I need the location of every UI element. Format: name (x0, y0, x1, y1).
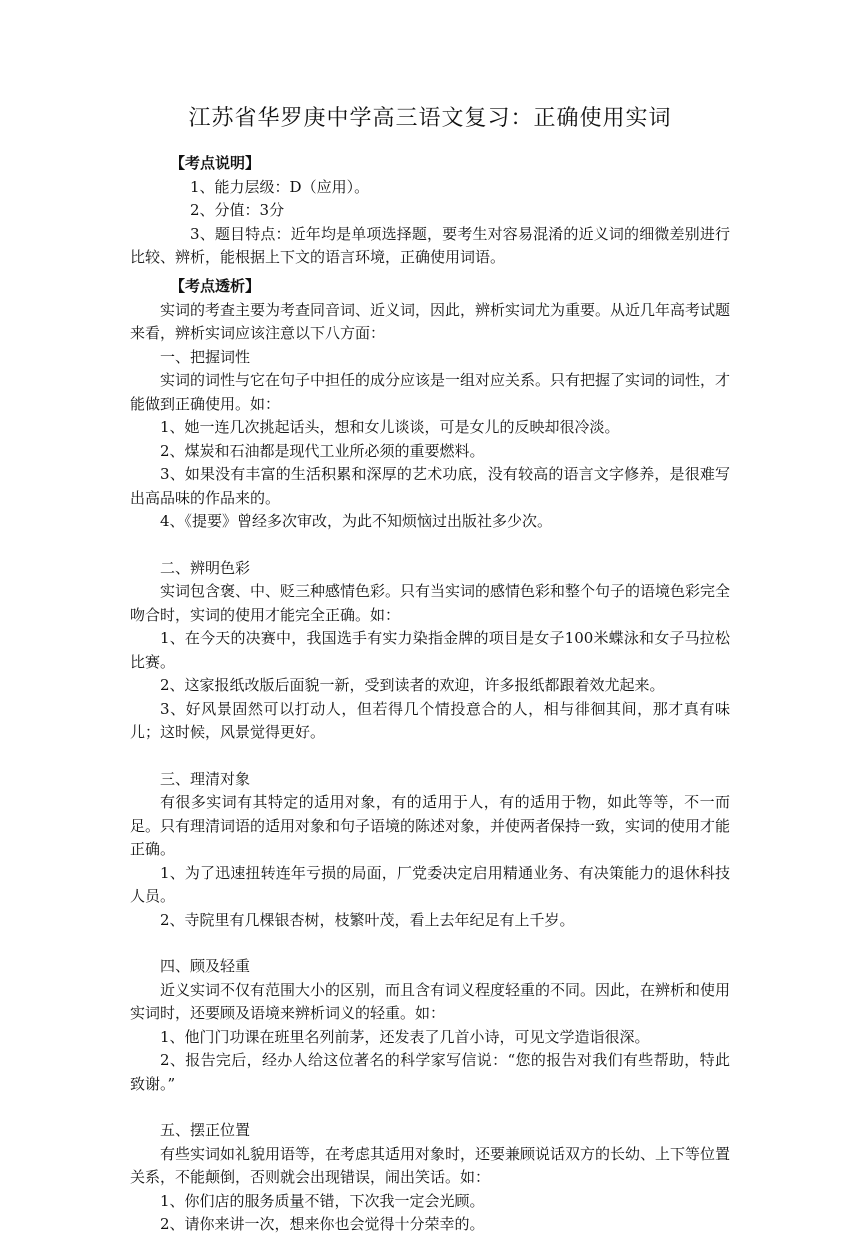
section-desc: 近义实词不仅有范围大小的区别，而且含有词义程度轻重的不同。因此，在辨析和使用实词时，还要顾及语境来辨析词义的轻重。如： (130, 980, 731, 1022)
page-title: 江苏省华罗庚中学高三语文复习：正确使用实词 (188, 106, 672, 131)
example-sentence: 3、如果没有丰富的生活积累和深厚的艺术功底，没有较高的语言文字修养，是很难写出高品味的作品来的。 (130, 465, 730, 507)
exam-analysis-section (130, 275, 730, 1237)
exam-note-item: 2、分值：3分 (190, 201, 285, 219)
exam-analysis-heading: 【考点透析】 (170, 277, 261, 295)
example-sentence: 1、她一连几次挑起话头，想和女儿谈谈，可是女儿的反映却很冷淡。 (160, 418, 620, 436)
example-sentence: 2、请你来讲一次，想来你也会觉得十分荣幸的。 (160, 1215, 485, 1233)
section-title: 二、辨明色彩 (160, 558, 251, 577)
example-sentence: 3、好风景固然可以打动人，但若得几个情投意合的人，相与徘徊其间，那才真有味儿；这时候，风景觉得更好。 (130, 699, 730, 741)
example-sentence: 2、这家报纸改版后面貌一新，受到读者的欢迎，许多报纸都跟着效尤起来。 (160, 676, 665, 694)
section-desc: 实词的词性与它在句子中担任的成分应该是一组对应关系。只有把握了实词的词性，才能做到正确使用。如： (130, 371, 731, 413)
example-sentence: 1、他门门功课在班里名列前茅，还发表了几首小诗，可见文学造诣很深。 (160, 1027, 650, 1046)
section-title: 五、摆正位置 (160, 1121, 251, 1139)
exam-note-item: 1、能力层级：D（应用）。 (190, 177, 370, 196)
exam-notes-section (130, 152, 730, 270)
example-sentence: 2、报告完后，经办人给这位著名的科学家写信说：“您的报告对我们有些帮助，特此致谢。” (130, 1051, 730, 1093)
exam-note-item: 3、题目特点：近年均是单项选择题，要考生对容易混淆的近义词的细微差别进行比较、辨析，能根据上下文的语言环境，正确使用词语。 (130, 224, 730, 266)
section-title: 三、理清对象 (160, 769, 251, 788)
section-desc: 有些实词如礼貌用语等，在考虑其适用对象时，还要兼顾说话双方的长幼、上下等位置关系，不能颠倒，否则就会出现错误，闹出笑话。如： (130, 1144, 731, 1186)
example-sentence: 1、为了迅速扭转连年亏损的局面，厂党委决定启用精通业务、有决策能力的退休科技人员。 (130, 863, 730, 905)
section-desc: 实词包含褒、中、贬三种感情色彩。只有当实词的感情色彩和整个句子的语境色彩完全吻合时，实词的使用才能完全正确。如： (130, 582, 731, 624)
section-desc: 有很多实词有其特定的适用对象，有的适用于人，有的适用于物，如此等等，不一而足。只有理清词语的适用对象和句子语境的陈述对象，并使两者保持一致，实词的使用才能正确。 (130, 793, 731, 858)
analysis-intro: 实词的考查主要为考查同音词、近义词，因此，辨析实词尤为重要。从近几年高考试题来看，辨析实词应该注意以下八方面： (130, 300, 731, 342)
example-sentence: 2、煤炭和石油都是现代工业所必须的重要燃料。 (160, 441, 485, 460)
exam-notes-heading: 【考点说明】 (170, 154, 261, 172)
example-sentence: 1、在今天的决赛中，我国选手有实力染指金牌的项目是女子100米蝶泳和女子马拉松比赛。 (130, 629, 730, 671)
example-sentence: 2、寺院里有几棵银杏树，枝繁叶茂，看上去年纪足有上千岁。 (160, 910, 575, 929)
section-title: 一、把握词性 (160, 347, 251, 366)
section-title: 四、顾及轻重 (160, 957, 251, 975)
example-sentence: 4、《提要》曾经多次审改，为此不知烦恼过出版社多少次。 (160, 512, 553, 530)
example-sentence: 1、你们店的服务质量不错，下次我一定会光顾。 (160, 1191, 485, 1210)
